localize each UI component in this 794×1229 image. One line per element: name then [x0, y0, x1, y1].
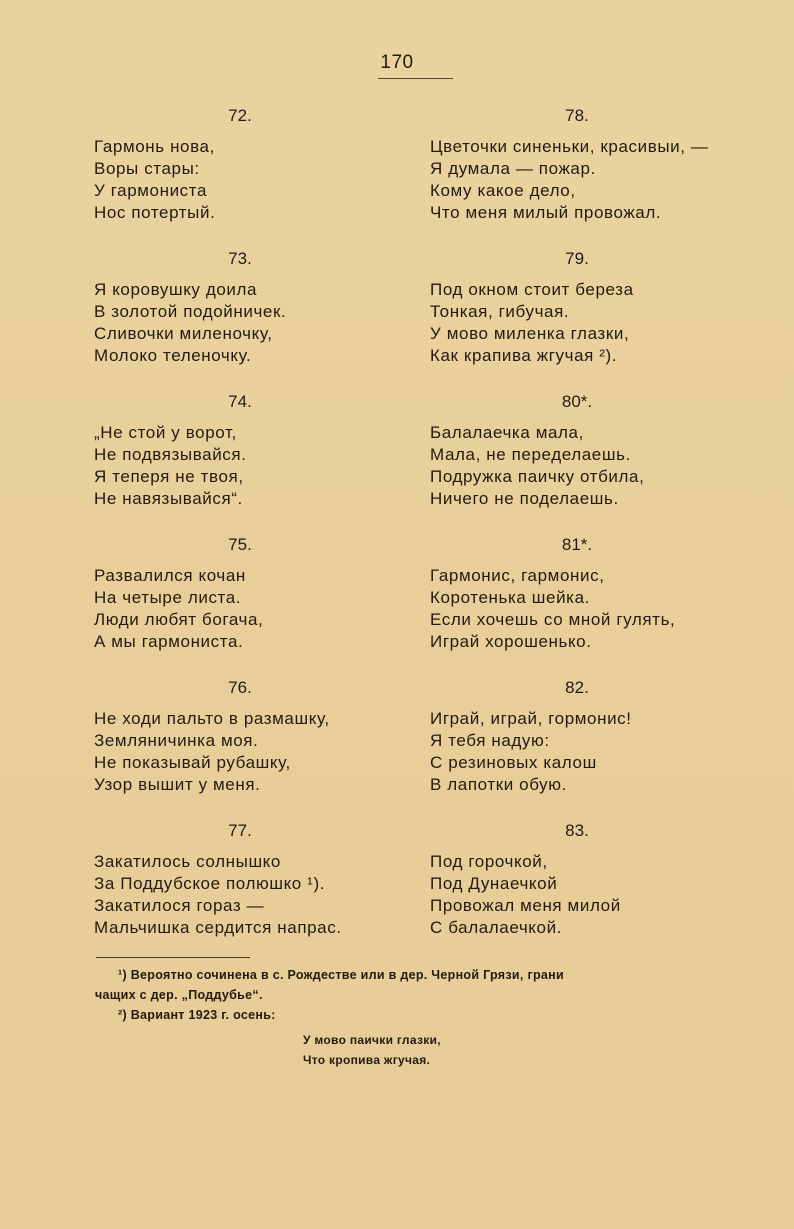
poem-line: Сливочки миленочку,	[94, 324, 273, 343]
poem-78	[430, 104, 770, 247]
poem-number: 78.	[565, 106, 589, 125]
right-column	[430, 104, 770, 962]
poem-line: Не подвязывайся.	[94, 445, 247, 464]
poem-line: Я думала — пожар.	[430, 159, 596, 178]
poem-line: Подружка паичку отбила,	[430, 467, 645, 486]
poem-line: Мала, не переделаешь.	[430, 445, 631, 464]
poem-line: Молоко теленочку.	[94, 346, 252, 365]
poem-line: Коротенька шейка.	[430, 588, 590, 607]
poem-number: 79.	[565, 249, 589, 268]
poem-line: Играй хорошенько.	[430, 632, 592, 651]
poem-lines	[430, 565, 770, 653]
poem-83	[430, 819, 770, 962]
poem-line: Нос потертый.	[94, 203, 216, 222]
footnote-2-line: ²) Вариант 1923 г. осень:	[118, 1008, 276, 1022]
poem-line: Тонкая, гибучая.	[430, 302, 570, 321]
footnotes	[95, 965, 735, 1025]
poem-line: Я коровушку доила	[94, 280, 258, 299]
poem-73	[94, 247, 424, 390]
poem-line: Развалился кочан	[94, 566, 246, 585]
poem-line: Играй, играй, гормонис!	[430, 709, 632, 728]
poem-lines	[94, 136, 424, 224]
poem-line: Закатилось солнышко	[94, 852, 281, 871]
poem-line: Воры стары:	[94, 159, 200, 178]
poem-line: Под горочкой,	[430, 852, 548, 871]
footnote-1	[95, 965, 735, 985]
page-number: 170	[380, 52, 414, 73]
poem-line: „Не стой у ворот,	[94, 423, 237, 442]
poem-line: Балалаечка мала,	[430, 423, 584, 442]
poem-lines	[430, 851, 770, 939]
poem-line: Я теперя не твоя,	[94, 467, 244, 486]
poem-lines	[430, 136, 770, 224]
footnote-1-continued: чащих с дер. „Поддубье“.	[95, 988, 263, 1002]
poem-line: С резиновых калош	[430, 753, 597, 772]
poem-line: Узор вышит у меня.	[94, 775, 261, 794]
poem-72	[94, 104, 424, 247]
poem-line: Земляничинка моя.	[94, 731, 259, 750]
poem-lines	[94, 708, 424, 796]
poem-number: 74.	[228, 392, 252, 411]
poem-line: Если хочешь со мной гулять,	[430, 610, 676, 629]
poem-81	[430, 533, 770, 676]
poem-line: Провожал меня милой	[430, 896, 621, 915]
poem-number: 73.	[228, 249, 252, 268]
poem-line: С балалаечкой.	[430, 918, 562, 937]
poem-lines	[94, 279, 424, 367]
poem-76	[94, 676, 424, 819]
poem-lines	[94, 565, 424, 653]
poem-line: На четыре листа.	[94, 588, 242, 607]
footnote-2	[95, 1005, 735, 1025]
poem-82	[430, 676, 770, 819]
left-column	[94, 104, 424, 962]
poem-lines	[430, 708, 770, 796]
poem-75	[94, 533, 424, 676]
poem-line: В лапотки обую.	[430, 775, 567, 794]
poem-line: Я тебя надую:	[430, 731, 550, 750]
poem-number: 77.	[228, 821, 252, 840]
footnote-quote-line: У мово паички глазки,	[303, 1033, 441, 1047]
poem-line: Не ходи пальто в размашку,	[94, 709, 330, 728]
poem-number: 75.	[228, 535, 252, 554]
footnote-rule	[96, 957, 250, 958]
poem-77	[94, 819, 424, 962]
footnote-quote-line: Что кропива жгучая.	[303, 1053, 431, 1067]
poem-number: 83.	[565, 821, 589, 840]
poem-number: 76.	[228, 678, 252, 697]
poem-line: За Поддубское полюшко ¹).	[94, 874, 326, 893]
poem-lines	[94, 422, 424, 510]
poem-number: 82.	[565, 678, 589, 697]
poem-line: Не показывай рубашку,	[94, 753, 291, 772]
poem-79	[430, 247, 770, 390]
poem-number: 72.	[228, 106, 252, 125]
poem-lines	[430, 279, 770, 367]
poem-line: Что меня милый провожал.	[430, 203, 662, 222]
poem-line: Под Дунаечкой	[430, 874, 558, 893]
poem-line: Кому какое дело,	[430, 181, 576, 200]
poem-lines	[430, 422, 770, 510]
poem-number: 80*.	[561, 392, 593, 411]
poem-line: Закатилося гораз —	[94, 896, 265, 915]
footnote-quote	[303, 1030, 441, 1070]
poem-line: А мы гармониста.	[94, 632, 244, 651]
poem-line: В золотой подойничек.	[94, 302, 287, 321]
poem-line: Ничего не поделаешь.	[430, 489, 619, 508]
poem-line: Гармонь нова,	[94, 137, 215, 156]
poem-line: Люди любят богача,	[94, 610, 264, 629]
footnote-1-line-1: ¹) Вероятно сочинена в с. Рождестве или в дер. Черной Грязи, грани	[118, 968, 564, 982]
poem-line: Гармонис, гармонис,	[430, 566, 605, 585]
poem-line: У гармониста	[94, 181, 208, 200]
poem-80	[430, 390, 770, 533]
poem-line: У мово миленка глазки,	[430, 324, 630, 343]
poem-line: Цветочки синеньки, красивыи, —	[430, 137, 709, 156]
page-number-rule	[378, 78, 453, 79]
poem-number: 81*.	[561, 535, 593, 554]
poem-line: Под окном стоит береза	[430, 280, 634, 299]
poem-line: Как крапива жгучая ²).	[430, 346, 618, 365]
poem-line: Не навязывайся“.	[94, 489, 243, 508]
poem-line: Мальчишка сердится напрас.	[94, 918, 342, 937]
poem-lines	[94, 851, 424, 939]
poem-74	[94, 390, 424, 533]
